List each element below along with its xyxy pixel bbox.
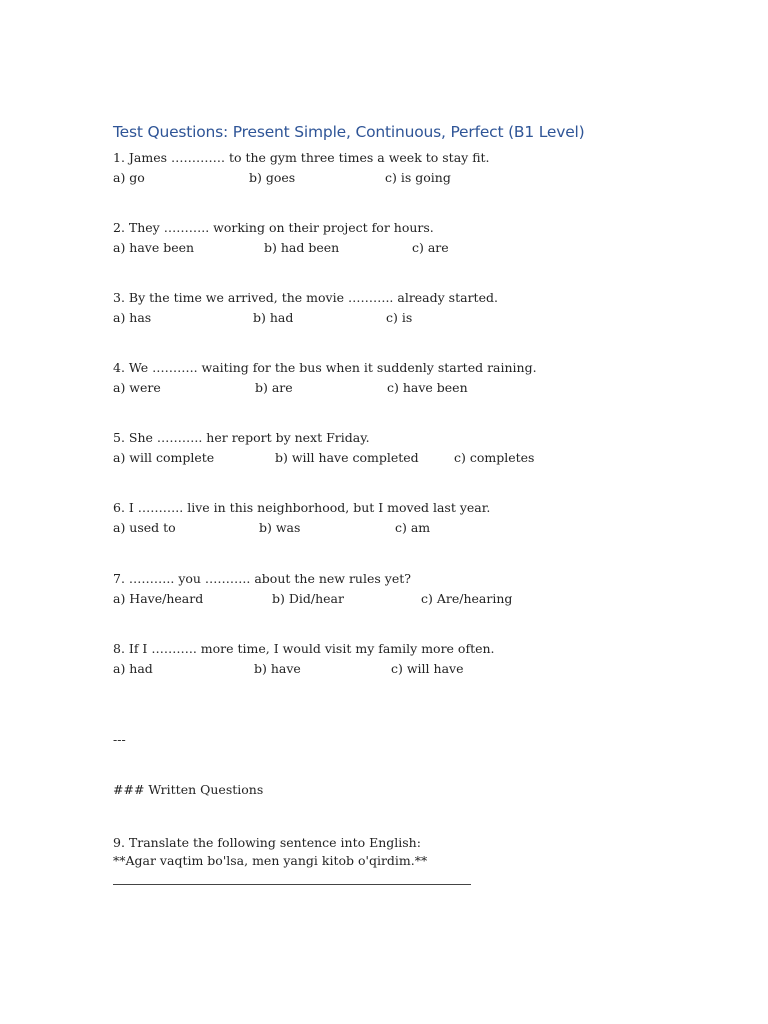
q5-option-a: a) will complete <box>113 450 215 465</box>
q3-option-b: b) had <box>253 310 294 325</box>
q4-option-c: c) have been <box>387 380 468 395</box>
q5-option-b: b) will have completed <box>275 450 419 465</box>
q3-option-c: c) is <box>386 310 413 325</box>
question-6: 6. I ……….. live in this neighborhood, but I moved last year. <box>113 500 491 515</box>
q8-option-b: b) have <box>254 661 301 676</box>
question-4: 4. We ……….. waiting for the bus when it suddenly started raining. <box>113 360 537 375</box>
q7-option-a: a) Have/heard <box>113 591 204 606</box>
q6-option-a: a) used to <box>113 520 176 535</box>
q9-sentence: **Agar vaqtim bo'lsa, men yangi kitob o'qirdim.** <box>113 853 428 868</box>
question-3: 3. By the time we arrived, the movie ……….. already started. <box>113 290 498 305</box>
question-7: 7. ……….. you ……….. about the new rules yet? <box>113 571 411 586</box>
q8-option-c: c) will have <box>391 661 464 676</box>
q4-option-b: b) are <box>255 380 293 395</box>
q1-option-c: c) is going <box>385 170 451 185</box>
q1-option-b: b) goes <box>249 170 296 185</box>
q5-option-c: c) completes <box>454 450 535 465</box>
answer-line <box>113 884 471 885</box>
question-9: 9. Translate the following sentence into English: <box>113 835 421 850</box>
question-8: 8. If I ……….. more time, I would visit my family more often. <box>113 641 495 656</box>
q7-option-c: c) Are/hearing <box>421 591 513 606</box>
q7-option-b: b) Did/hear <box>272 591 344 606</box>
written-questions-heading: ### Written Questions <box>113 782 264 797</box>
q1-option-a: a) go <box>113 170 145 185</box>
page-title: Test Questions: Present Simple, Continuous, Perfect (B1 Level) <box>113 123 585 141</box>
q8-option-a: a) had <box>113 661 153 676</box>
q6-option-c: c) am <box>395 520 431 535</box>
q3-option-a: a) has <box>113 310 152 325</box>
q4-option-a: a) were <box>113 380 161 395</box>
q2-option-c: c) are <box>412 240 449 255</box>
question-5: 5. She ……….. her report by next Friday. <box>113 430 370 445</box>
question-1: 1. James …………. to the gym three times a week to stay fit. <box>113 150 490 165</box>
q2-option-a: a) have been <box>113 240 195 255</box>
question-2: 2. They ……….. working on their project for hours. <box>113 220 434 235</box>
q2-option-b: b) had been <box>264 240 340 255</box>
separator-text: --- <box>113 732 126 747</box>
q6-option-b: b) was <box>259 520 301 535</box>
